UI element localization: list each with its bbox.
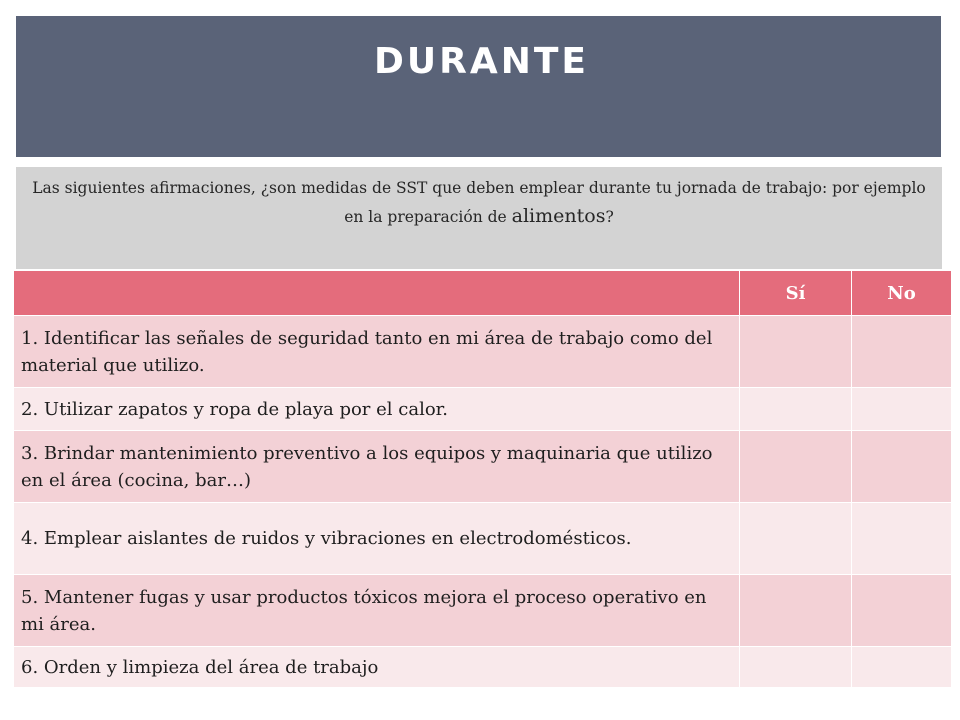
si-answer-cell[interactable] [740, 431, 852, 503]
header-si: Sí [740, 271, 852, 316]
no-answer-cell[interactable] [852, 647, 952, 688]
si-answer-cell[interactable] [740, 575, 852, 647]
subtitle-emphasis: alimentos [511, 205, 606, 227]
statement-cell: 1. Identificar las señales de seguridad tanto en mi área de trabajo como del material que utilizo. [14, 316, 740, 388]
header-no: No [852, 271, 952, 316]
subtitle-text: Las siguientes afirmaciones, ¿son medidas de SST que deben emplear durante tu jornada de trabajo: por ejemplo en la preparación de [32, 179, 926, 226]
statement-cell: 4. Emplear aislantes de ruidos y vibraciones en electrodomésticos. [14, 503, 740, 575]
si-answer-cell[interactable] [740, 647, 852, 688]
table-header-row [14, 271, 952, 316]
statement-cell: 2. Utilizar zapatos y ropa de playa por el calor. [14, 388, 740, 431]
no-answer-cell[interactable] [852, 503, 952, 575]
table-row [14, 388, 952, 431]
table-row [14, 431, 952, 503]
si-answer-cell[interactable] [740, 388, 852, 431]
no-answer-cell[interactable] [852, 575, 952, 647]
statement-cell: 5. Mantener fugas y usar productos tóxicos mejora el proceso operativo en mi área. [14, 575, 740, 647]
statement-cell: 3. Brindar mantenimiento preventivo a los equipos y maquinaria que utilizo en el área (cocina, bar…) [14, 431, 740, 503]
table-row [14, 503, 952, 575]
table-row [14, 647, 952, 688]
si-answer-cell[interactable] [740, 503, 852, 575]
quiz-table [13, 270, 952, 688]
no-answer-cell[interactable] [852, 431, 952, 503]
no-answer-cell[interactable] [852, 388, 952, 431]
subtitle-end: ? [605, 208, 614, 226]
table-row [14, 575, 952, 647]
table-row [14, 316, 952, 388]
no-answer-cell[interactable] [852, 316, 952, 388]
si-answer-cell[interactable] [740, 316, 852, 388]
slide-subtitle [30, 174, 928, 231]
slide-title: DURANTE [374, 41, 589, 82]
header-statement [14, 271, 740, 316]
statement-cell: 6. Orden y limpieza del área de trabajo [14, 647, 740, 688]
